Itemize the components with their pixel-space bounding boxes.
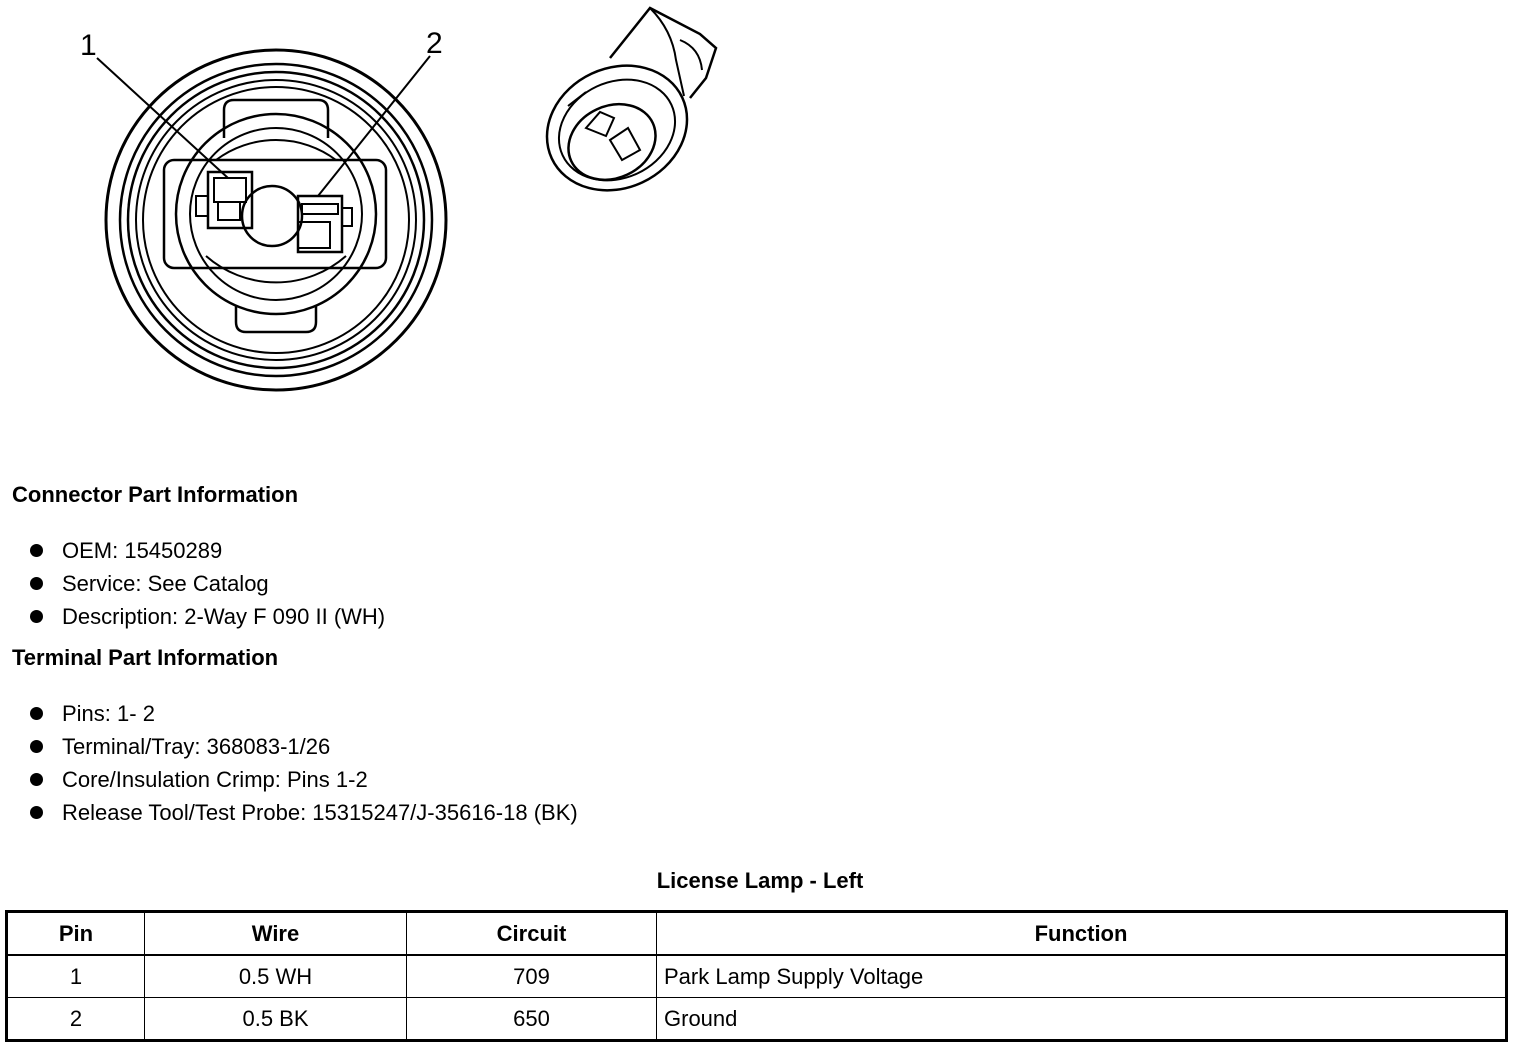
- bullet-icon: [30, 773, 43, 786]
- list-item: [28, 697, 578, 730]
- list-item-text: Pins: 1- 2: [62, 701, 155, 726]
- table-row: [7, 998, 1507, 1041]
- bullet-icon: [30, 806, 43, 819]
- connector-diagram: [0, 0, 760, 420]
- connector-part-info-list: [28, 534, 385, 633]
- terminal-part-info-heading: Terminal Part Information: [12, 645, 279, 670]
- cell-circuit: 709: [407, 955, 657, 998]
- list-item-text: Core/Insulation Crimp: Pins 1-2: [62, 767, 368, 792]
- cell-pin: 1: [7, 955, 145, 998]
- pin-table-title: License Lamp - Left: [656, 868, 864, 893]
- pin-table: [5, 910, 1508, 1042]
- connector-part-info-heading: Connector Part Information: [12, 482, 299, 507]
- bullet-icon: [30, 544, 43, 557]
- connector-perspective-view: [526, 8, 716, 213]
- terminal-part-info-list: [28, 697, 578, 829]
- bullet-icon: [30, 740, 43, 753]
- cell-function: Park Lamp Supply Voltage: [657, 955, 1507, 998]
- bullet-icon: [30, 707, 43, 720]
- list-item: [28, 796, 578, 829]
- list-item-text: Release Tool/Test Probe: 15315247/J-35616-18 (BK): [62, 800, 578, 825]
- column-header-function: Function: [657, 912, 1507, 956]
- list-item: [28, 730, 578, 763]
- list-item-text: Service: See Catalog: [62, 571, 269, 596]
- cell-circuit: 650: [407, 998, 657, 1041]
- column-header-pin: Pin: [7, 912, 145, 956]
- list-item-text: OEM: 15450289: [62, 538, 223, 563]
- leader-line-2: [318, 56, 430, 196]
- cell-pin: 2: [7, 998, 145, 1041]
- bullet-icon: [30, 610, 43, 623]
- list-item: [28, 600, 385, 633]
- bullet-icon: [30, 577, 43, 590]
- list-item: [28, 534, 385, 567]
- table-row: [7, 955, 1507, 998]
- list-item-text: Terminal/Tray: 368083-1/26: [62, 734, 331, 759]
- callout-1: 1: [80, 29, 97, 62]
- cell-wire: 0.5 BK: [145, 998, 407, 1041]
- list-item-text: Description: 2-Way F 090 II (WH): [62, 604, 386, 629]
- list-item: [28, 763, 578, 796]
- table-header-row: [7, 912, 1507, 956]
- cell-wire: 0.5 WH: [145, 955, 407, 998]
- callout-2: 2: [426, 27, 443, 60]
- column-header-wire: Wire: [145, 912, 407, 956]
- cell-function: Ground: [657, 998, 1507, 1041]
- list-item: [28, 567, 385, 600]
- column-header-circuit: Circuit: [407, 912, 657, 956]
